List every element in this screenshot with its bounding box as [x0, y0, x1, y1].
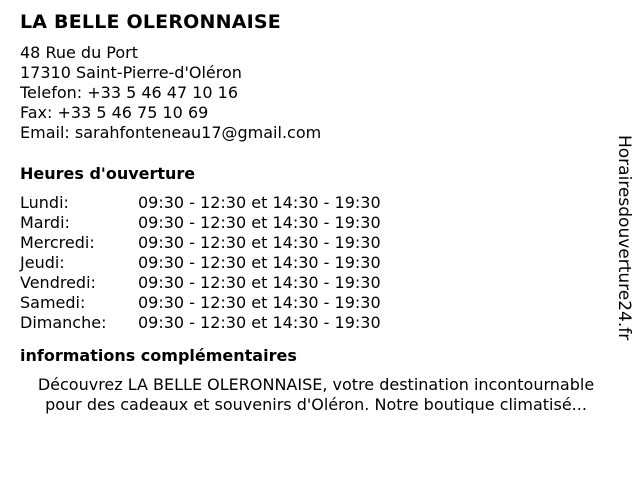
site-watermark: Horairesdouverture24.fr [614, 135, 634, 341]
day-times: 09:30 - 12:30 et 14:30 - 19:30 [138, 193, 381, 212]
hours-row-friday [20, 273, 381, 293]
opening-hours-table [20, 193, 381, 333]
address-city: 17310 Saint-Pierre-d'Oléron [20, 63, 242, 82]
day-label: Mardi: [20, 213, 70, 232]
hours-row-wednesday [20, 233, 381, 253]
phone-number: Telefon: +33 5 46 47 10 16 [20, 83, 239, 102]
hours-row-thursday [20, 253, 381, 273]
day-times: 09:30 - 12:30 et 14:30 - 19:30 [138, 293, 381, 312]
contact-block [20, 43, 610, 143]
day-times: 09:30 - 12:30 et 14:30 - 19:30 [138, 273, 381, 292]
day-times: 09:30 - 12:30 et 14:30 - 19:30 [138, 313, 381, 332]
hours-row-tuesday [20, 213, 381, 233]
day-times: 09:30 - 12:30 et 14:30 - 19:30 [138, 253, 381, 272]
fax-number: Fax: +33 5 46 75 10 69 [20, 103, 209, 122]
address-street: 48 Rue du Port [20, 43, 139, 62]
opening-hours-heading: Heures d'ouverture [20, 164, 196, 183]
email-address: Email: sarahfonteneau17@gmail.com [20, 123, 322, 142]
additional-info-heading: informations complémentaires [20, 346, 297, 365]
day-label: Mercredi: [20, 233, 95, 252]
hours-row-saturday [20, 293, 381, 313]
description-line: Découvrez LA BELLE OLERONNAISE, votre destination incontournable [37, 375, 595, 394]
business-description [16, 375, 616, 415]
hours-row-monday [20, 193, 381, 213]
business-card [20, 10, 610, 415]
day-times: 09:30 - 12:30 et 14:30 - 19:30 [138, 213, 381, 232]
day-label: Samedi: [20, 293, 86, 312]
day-label: Lundi: [20, 193, 69, 212]
business-name: LA BELLE OLERONNAISE [20, 11, 281, 33]
day-label: Vendredi: [20, 273, 96, 292]
day-label: Jeudi: [20, 253, 65, 272]
day-times: 09:30 - 12:30 et 14:30 - 19:30 [138, 233, 381, 252]
day-label: Dimanche: [20, 313, 107, 332]
description-line: pour des cadeaux et souvenirs d'Oléron. Notre boutique climatisé... [45, 395, 587, 414]
hours-row-sunday [20, 313, 381, 333]
